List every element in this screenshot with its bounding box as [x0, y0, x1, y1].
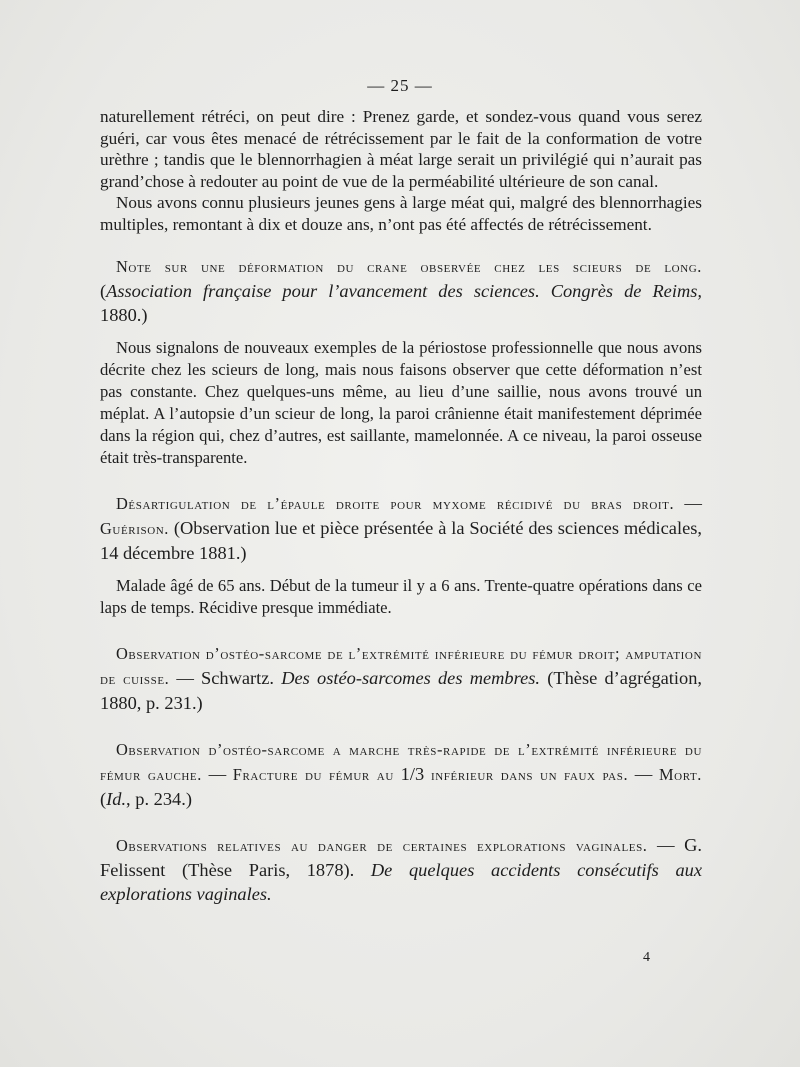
- section-vaginales-heading: Observations relatives au danger de certaines explorations vaginales. — G. Felissent (Thèse Paris, 1878). De quelques accidents consécutifs aux explorations vaginales.: [100, 834, 703, 904]
- page-text: [100, 106, 702, 906]
- section-femur-gauche-result: Mort.: [658, 764, 702, 784]
- section-vaginales-work: De quelques accidents consécutifs aux explorations vaginales.: [100, 859, 702, 904]
- section-femur-droit-author: Schwartz.: [201, 667, 275, 688]
- section-femur-gauche-heading: Observation d’ostéo-sarcome a marche très-rapide de l’extrémité inférieure du fémur gauche. — Fracture du fémur au 1/3 inférieur dans un faux pas. — Mort. (Id., p. 234.): [100, 739, 702, 809]
- section-crane-title: Note sur une déformation du crane observée chez les scieurs de long.: [116, 256, 702, 276]
- paragraph-1: naturellement rétréci, on peut dire : Prenez garde, et sondez-vous quand vous serez guéri, car vous êtes menacé de rétrécissement par le fait de la conformation de votre urèthre ; tandis que le blennorrhagien à méat large serait un privilégié qui n’aurait pas grand’chose à redouter au point de vue de la perméabilité ultérieure de son canal.: [100, 107, 702, 191]
- section-femur-droit-work: Des ostéo-sarcomes des membres.: [274, 667, 541, 688]
- section-epaule-body: Malade âgé de 65 ans. Début de la tumeur il y a 6 ans. Trente-quatre opérations dans ce laps de temps. Récidive presque immédiate.: [100, 575, 702, 617]
- section-vaginales-author: G. Felissent (Thèse Paris, 1878).: [100, 834, 703, 880]
- signature-mark: 4: [643, 950, 650, 965]
- section-epaule-title: Désartigulation de l’épaule droite pour myxome récidivé du bras droit.: [116, 493, 675, 513]
- section-femur-droit-heading: Observation d’ostéo-sarcome de l’extrémité inférieure du fémur droit; amputation de cuisse. — Schwartz. Des ostéo-sarcomes des membres. (Thèse d’agrégation, 1880, p. 231.): [100, 643, 703, 713]
- section-epaule-citation: (Observation lue et pièce présentée à la Société des sciences médicales, 14 décembre 1881.): [100, 517, 702, 563]
- section-epaule-result: Guérison.: [100, 518, 170, 538]
- section-crane-citation: Association française pour l’avancement des sciences. Congrès de Reims,: [106, 280, 702, 301]
- section-vaginales-title: Observations relatives au danger de certaines explorations vaginales.: [116, 835, 648, 855]
- paragraph-2: Nous avons connu plusieurs jeunes gens à large méat qui, malgré des blennorrhagies multiples, remontant à dix et douze ans, n’ont pas été affectés de rétrécissement.: [100, 193, 702, 234]
- page-number: — 25 —: [367, 76, 433, 95]
- section-femur-droit-title: Observation d’ostéo-sarcome de l’extrémité inférieure du fémur droit; amputation de cuisse.: [100, 643, 702, 688]
- section-epaule-heading: Désartigulation de l’épaule droite pour myxome récidivé du bras droit. — Guérison. (Observation lue et pièce présentée à la Société des sciences médicales, 14 décembre 1881.): [100, 492, 702, 563]
- section-crane-body: Nous signalons de nouveaux exemples de la périostose professionnelle que nous avons décrite chez les scieurs de long, mais nous faisons observer que cette déformation n’est pas constante. Chez quelques-uns même, au lieu d’une saillie, nous avons trouvé un méplat. A l’autopsie d’un scieur de long, la paroi crânienne était manifestement déprimée dans la région qui, chez d’autres, est saillante, mamelonnée. A ce niveau, la paroi osseuse était très-transparente.: [100, 337, 702, 467]
- section-femur-gauche-title: Observation d’ostéo-sarcome a marche très-rapide de l’extrémité inférieure du fémur gauche.: [100, 739, 702, 784]
- section-crane-heading: Note sur une déformation du crane observée chez les scieurs de long. (Association française pour l’avancement des sciences. Congrès de Reims, 1880.): [100, 256, 702, 325]
